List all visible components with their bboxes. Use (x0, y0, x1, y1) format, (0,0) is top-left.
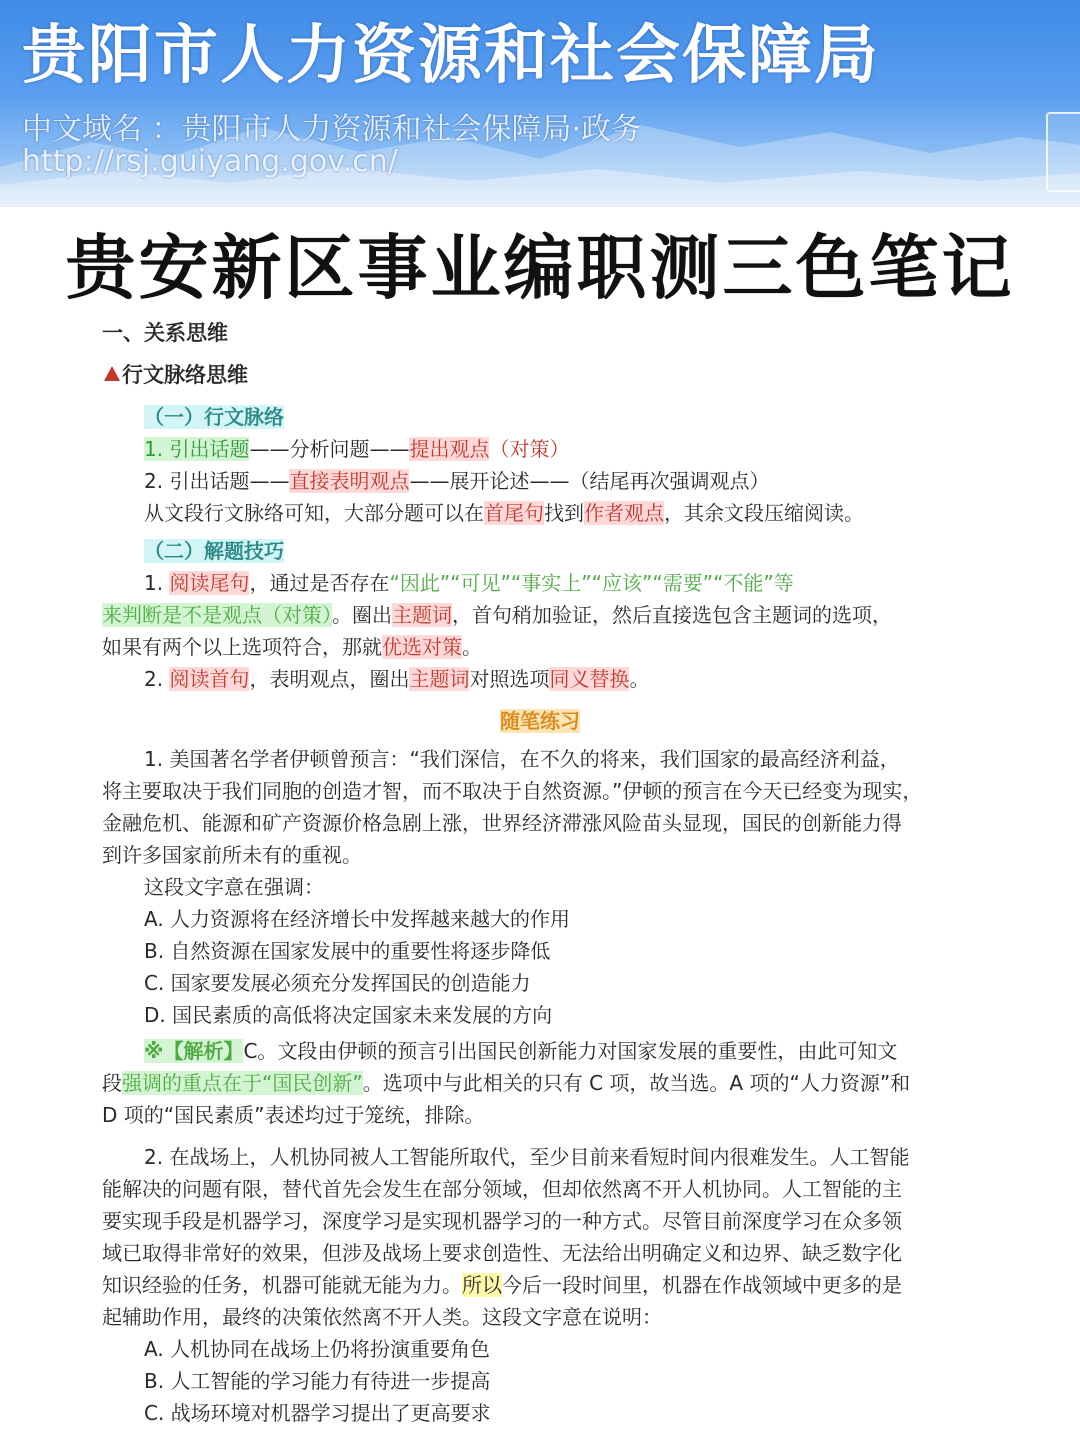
q1-analysis-line-1: ※【解析】C。文段由伊顿的预言引出国民创新能力对国家发展的重要性，由此可知文 (144, 1039, 898, 1063)
banner-button[interactable] (1046, 112, 1080, 192)
part2-line-3: 如果有两个以上选项符合，那就优选对策。 (102, 635, 482, 659)
q2-line-6: 起辅助作用，最终的决策依然离不开人类。这段文字意在说明： (102, 1305, 662, 1329)
q2-line: 要实现手段是机器学习，深度学习是实现机器学习的一种方式。尽管目前深度学习在众多领 (102, 1209, 902, 1233)
part1-title: （一）行文脉络 (144, 405, 284, 429)
q1-option-a: A. 人力资源将在经济增长中发挥越来越大的作用 (144, 907, 571, 931)
banner-title: 贵阳市人力资源和社会保障局 (22, 19, 880, 93)
warning-triangle-icon (104, 366, 120, 381)
q1-prompt: 这段文字意在强调： (144, 875, 324, 899)
q2-option-b: B. 人工智能的学习能力有待进一步提高 (144, 1369, 491, 1393)
q1-analysis-line-2: 段强调的重点在于“国民创新”。选项中与此相关的只有 C 项，故当选。A 项的“人力资源”和 (102, 1071, 911, 1095)
part1-line-3: 从文段行文脉络可知，大部分题可以在首尾句找到作者观点，其余文段压缩阅读。 (144, 501, 864, 525)
part2-title: （二）解题技巧 (144, 539, 284, 563)
part2-line-1: 1. 阅读尾句，通过是否存在“因此”“可见”“事实上”“应该”“需要”“不能”等 (144, 571, 794, 595)
q2-line: 域已取得非常好的效果，但涉及战场上要求创造性、无法给出明确定义和边界、缺乏数字化 (102, 1241, 902, 1265)
banner-domain: 中文域名 ：贵阳市人力资源和社会保障局·政务 (22, 112, 642, 147)
q1-option-b: B. 自然资源在国家发展中的重要性将逐步降低 (144, 939, 551, 963)
q2-option-a: A. 人机协同在战场上仍将扮演重要角色 (144, 1337, 491, 1361)
part2-line-4: 2. 阅读首句，表明观点，圈出主题词对照选项同义替换。 (144, 667, 650, 691)
page-title: 贵安新区事业编职测三色笔记 (65, 227, 1015, 309)
q1-option-c: C. 国家要发展必须充分发挥国民的创造能力 (144, 971, 531, 995)
q1-line: 将主要取决于我们同胞的创造才智，而不取决于自然资源。”伊顿的预言在今天已经变为现实， (102, 779, 923, 803)
q2-line: 能解决的问题有限，替代首先会发生在部分领域，但却依然离不开人机协同。人工智能的主 (102, 1177, 902, 1201)
banner-url[interactable]: http://rsj.guiyang.gov.cn/ (22, 144, 398, 179)
subsection-heading: 行文脉络思维 (104, 360, 248, 390)
part1-line-2: 2. 引出话题——直接表明观点——展开论述——（结尾再次强调观点） (144, 469, 770, 493)
q1-option-d: D. 国民素质的高低将决定国家未来发展的方向 (144, 1003, 553, 1027)
header-banner (0, 0, 1080, 207)
q2-line-5: 知识经验的任务，机器可能就无能为力。所以今后一段时间里，机器在作战领域中更多的是 (102, 1273, 902, 1297)
q1-line: 金融危机、能源和矿产资源价格急剧上涨，世界经济滞涨风险苗头显现，国民的创新能力得 (102, 811, 902, 835)
part2-line-2: 来判断是不是观点（对策）。圈出主题词，首句稍加验证，然后直接选包含主题词的选项， (102, 603, 892, 627)
part1-line-1: 1. 引出话题——分析问题——提出观点（对策） (144, 437, 570, 461)
q2-option-c: C. 战场环境对机器学习提出了更高要求 (144, 1401, 491, 1425)
q1-line: 到许多国家前所未有的重视。 (102, 843, 362, 867)
q2-line: 2. 在战场上，人机协同被人工智能所取代，至少目前来看短时间内很难发生。人工智能 (144, 1145, 910, 1169)
q1-analysis-line-3: D 项的“国民素质”表述均过于笼统，排除。 (102, 1103, 485, 1127)
section-heading: 一、关系思维 (102, 321, 228, 345)
q1-line: 1. 美国著名学者伊顿曾预言：“我们深信，在不久的将来，我们国家的最高经济利益， (144, 747, 900, 771)
practice-title: 随笔练习 (500, 709, 580, 733)
